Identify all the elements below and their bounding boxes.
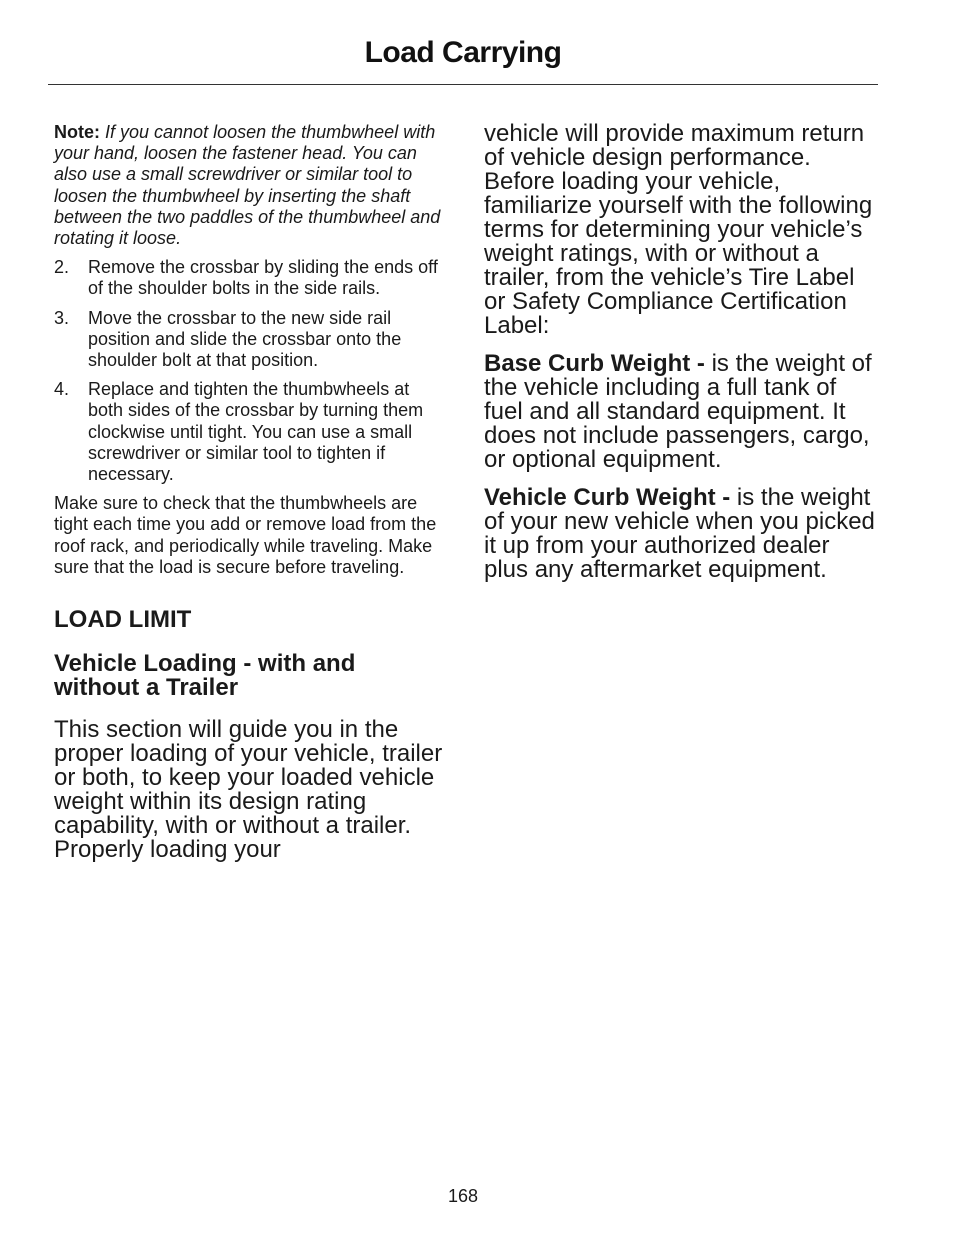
intro-paragraph: This section will guide you in the proper loading of your vehicle, trailer or both, to keep your loaded vehicle weight within its design rating capability, with or without a trailer. Properly loading your (54, 716, 443, 864)
step-number: 3. (54, 307, 70, 328)
check-paragraph: Make sure to check that the thumbwheels are tight each time you add or remove load from the roof rack, and periodically while traveling. Make sure that the load is secure before traveling. (54, 493, 437, 577)
right-column (484, 122, 876, 596)
note-text: If you cannot loosen the thumbwheel with your hand, loosen the fastener head. You can also use a small screwdriver or similar tool to loosen the thumbwheel by inserting the shaft between the two paddles of the thumbwheel and rotating it loose. (54, 122, 441, 249)
note-label: Note: (54, 122, 100, 142)
definition-base-curb-weight (484, 352, 876, 472)
definition-term: Base Curb Weight - (484, 350, 705, 377)
subsection-heading: Vehicle Loading - with and without a Trailer (54, 650, 356, 702)
step-text: Move the crossbar to the new side rail position and slide the crossbar onto the shoulder bolt at that position. (88, 307, 402, 371)
section-heading: LOAD LIMIT (54, 606, 192, 634)
step-number: 4. (54, 379, 70, 400)
continued-paragraph: vehicle will provide maximum return of vehicle design performance. Before loading your vehicle, familiarize yourself with the following terms for determining your vehicle’s weight ratings, with or without a trailer, from the vehicle’s Tire Label or Safety Compliance Certification Label: (484, 120, 873, 339)
list-item (54, 379, 444, 485)
definition-text: is the weight of the vehicle including a full tank of fuel and all standard equipment. It does not include passengers, cargo, or optional equipment. (484, 350, 872, 473)
left-column (54, 122, 444, 862)
note-paragraph (54, 122, 444, 249)
step-text: Replace and tighten the thumbwheels at both sides of the crossbar by turning them clockwise until tight. You can use a small screwdriver or similar tool to tighten if necessary. (88, 379, 424, 485)
definition-vehicle-curb-weight (484, 486, 876, 582)
list-item (54, 308, 444, 372)
step-number: 2. (54, 257, 70, 278)
steps-list (54, 257, 444, 485)
definition-text: is the weight of your new vehicle when you picked it up from your authorized dealer plus any aftermarket equipment. (484, 484, 875, 583)
definition-term: Vehicle Curb Weight - (484, 484, 731, 511)
step-text: Remove the crossbar by sliding the ends off of the shoulder bolts in the side rails. (88, 257, 438, 299)
list-item (54, 257, 444, 299)
page-title: Load Carrying (364, 36, 562, 69)
page-number: 168 (447, 1186, 479, 1206)
header-divider (48, 84, 878, 85)
